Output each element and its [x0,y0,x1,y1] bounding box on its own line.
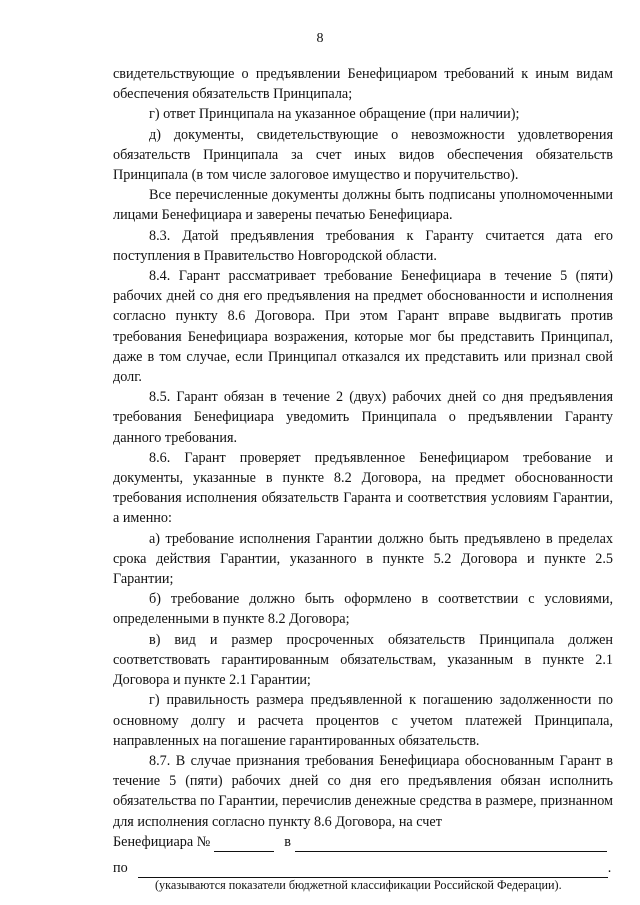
classification-line [113,858,613,878]
paragraph-8-4: 8.4. Гарант рассматривает требование Бенефициара в течение 5 (пяти) рабочих дней со дня его предъявления на предмет обоснованности и исполнения согласно пункту 8.6 Договора. При этом Гарант вправе выдвигать против требования Бенефициара возражения, которые мог бы представить Принципал, даже в том случае, если Принципал отказался их представить или признал свой долг. [113,268,613,386]
classification-blank [138,863,608,878]
paragraph-signatures: Все перечисленные документы должны быть подписаны уполномоченными лицами Бенефициара и заверены печатью Бенефициара. [113,187,613,224]
paragraph-8-7: 8.7. В случае признания требования Бенефициара обоснованным Гарант в течение 5 (пяти) рабочих дней со дня его предъявления обязан исполнить обязательства по Гарантии, перечислив денежные средства в размере, признанном для исполнения согласно пункту 8.6 Договора, на счет [113,752,613,830]
account-prefix: Бенефициара № [113,833,211,850]
account-middle: в [284,833,291,850]
paragraph-8-3: 8.3. Датой предъявления требования к Гаранту считается дата его поступления в Правительство Новгородской области. [113,227,613,264]
account-line [113,832,613,852]
paragraph-item-d: д) документы, свидетельствующие о невозможности удовлетворения обязательств Принципала за счет иных видов обеспечения обязательств Принципала (в том числе залоговое имущество и поручительство). [113,126,613,184]
document-body [113,64,613,892]
paragraph-8-6-v: в) вид и размер просроченных обязательств Принципала должен соответствовать гарантированным обязательствам, указанным в пункте 2.1 Договора и пункте 2.1 Гарантии; [113,631,613,689]
account-number-blank [214,837,274,852]
footnote: (указываются показатели бюджетной классификации Российской Федерации). [155,878,562,893]
paragraph-8-6-g: г) правильность размера предъявленной к погашению задолженности по основному долгу и расчета процентов с учетом платежей Принципала, направленных на погашение гарантированных обязательств. [113,692,613,749]
bank-name-blank [295,837,607,852]
paragraph-8-6-b: б) требование должно быть оформлено в соответствии с условиями, определенными в пункте 8.2 Договора; [113,591,613,628]
page-number: 8 [316,31,324,46]
classification-suffix: . [607,859,612,876]
paragraph-8-6: 8.6. Гарант проверяет предъявленное Бенефициаром требование и документы, указанные в пункте 8.2 Договора, на предмет обоснованности требования исполнения обязательств Гаранта и соответствия условиям Гарантии, а именно: [113,449,613,527]
paragraph-8-5: 8.5. Гарант обязан в течение 2 (двух) рабочих дней со дня предъявления требования Бенефициара уведомить Принципала о предъявлении Гаранту данного требования. [113,389,613,446]
paragraph-continuation: свидетельствующие о предъявлении Бенефициаром требований к иным видам обеспечения обязательств Принципала; [113,66,613,103]
paragraph-8-6-a: а) требование исполнения Гарантии должно быть предъявлено в пределах срока действия Гарантии, указанного в пункте 5.2 Договора и пункте 2.5 Гарантии; [113,530,613,588]
classification-prefix: по [113,859,128,876]
paragraph-item-g: г) ответ Принципала на указанное обращение (при наличии); [149,106,520,123]
